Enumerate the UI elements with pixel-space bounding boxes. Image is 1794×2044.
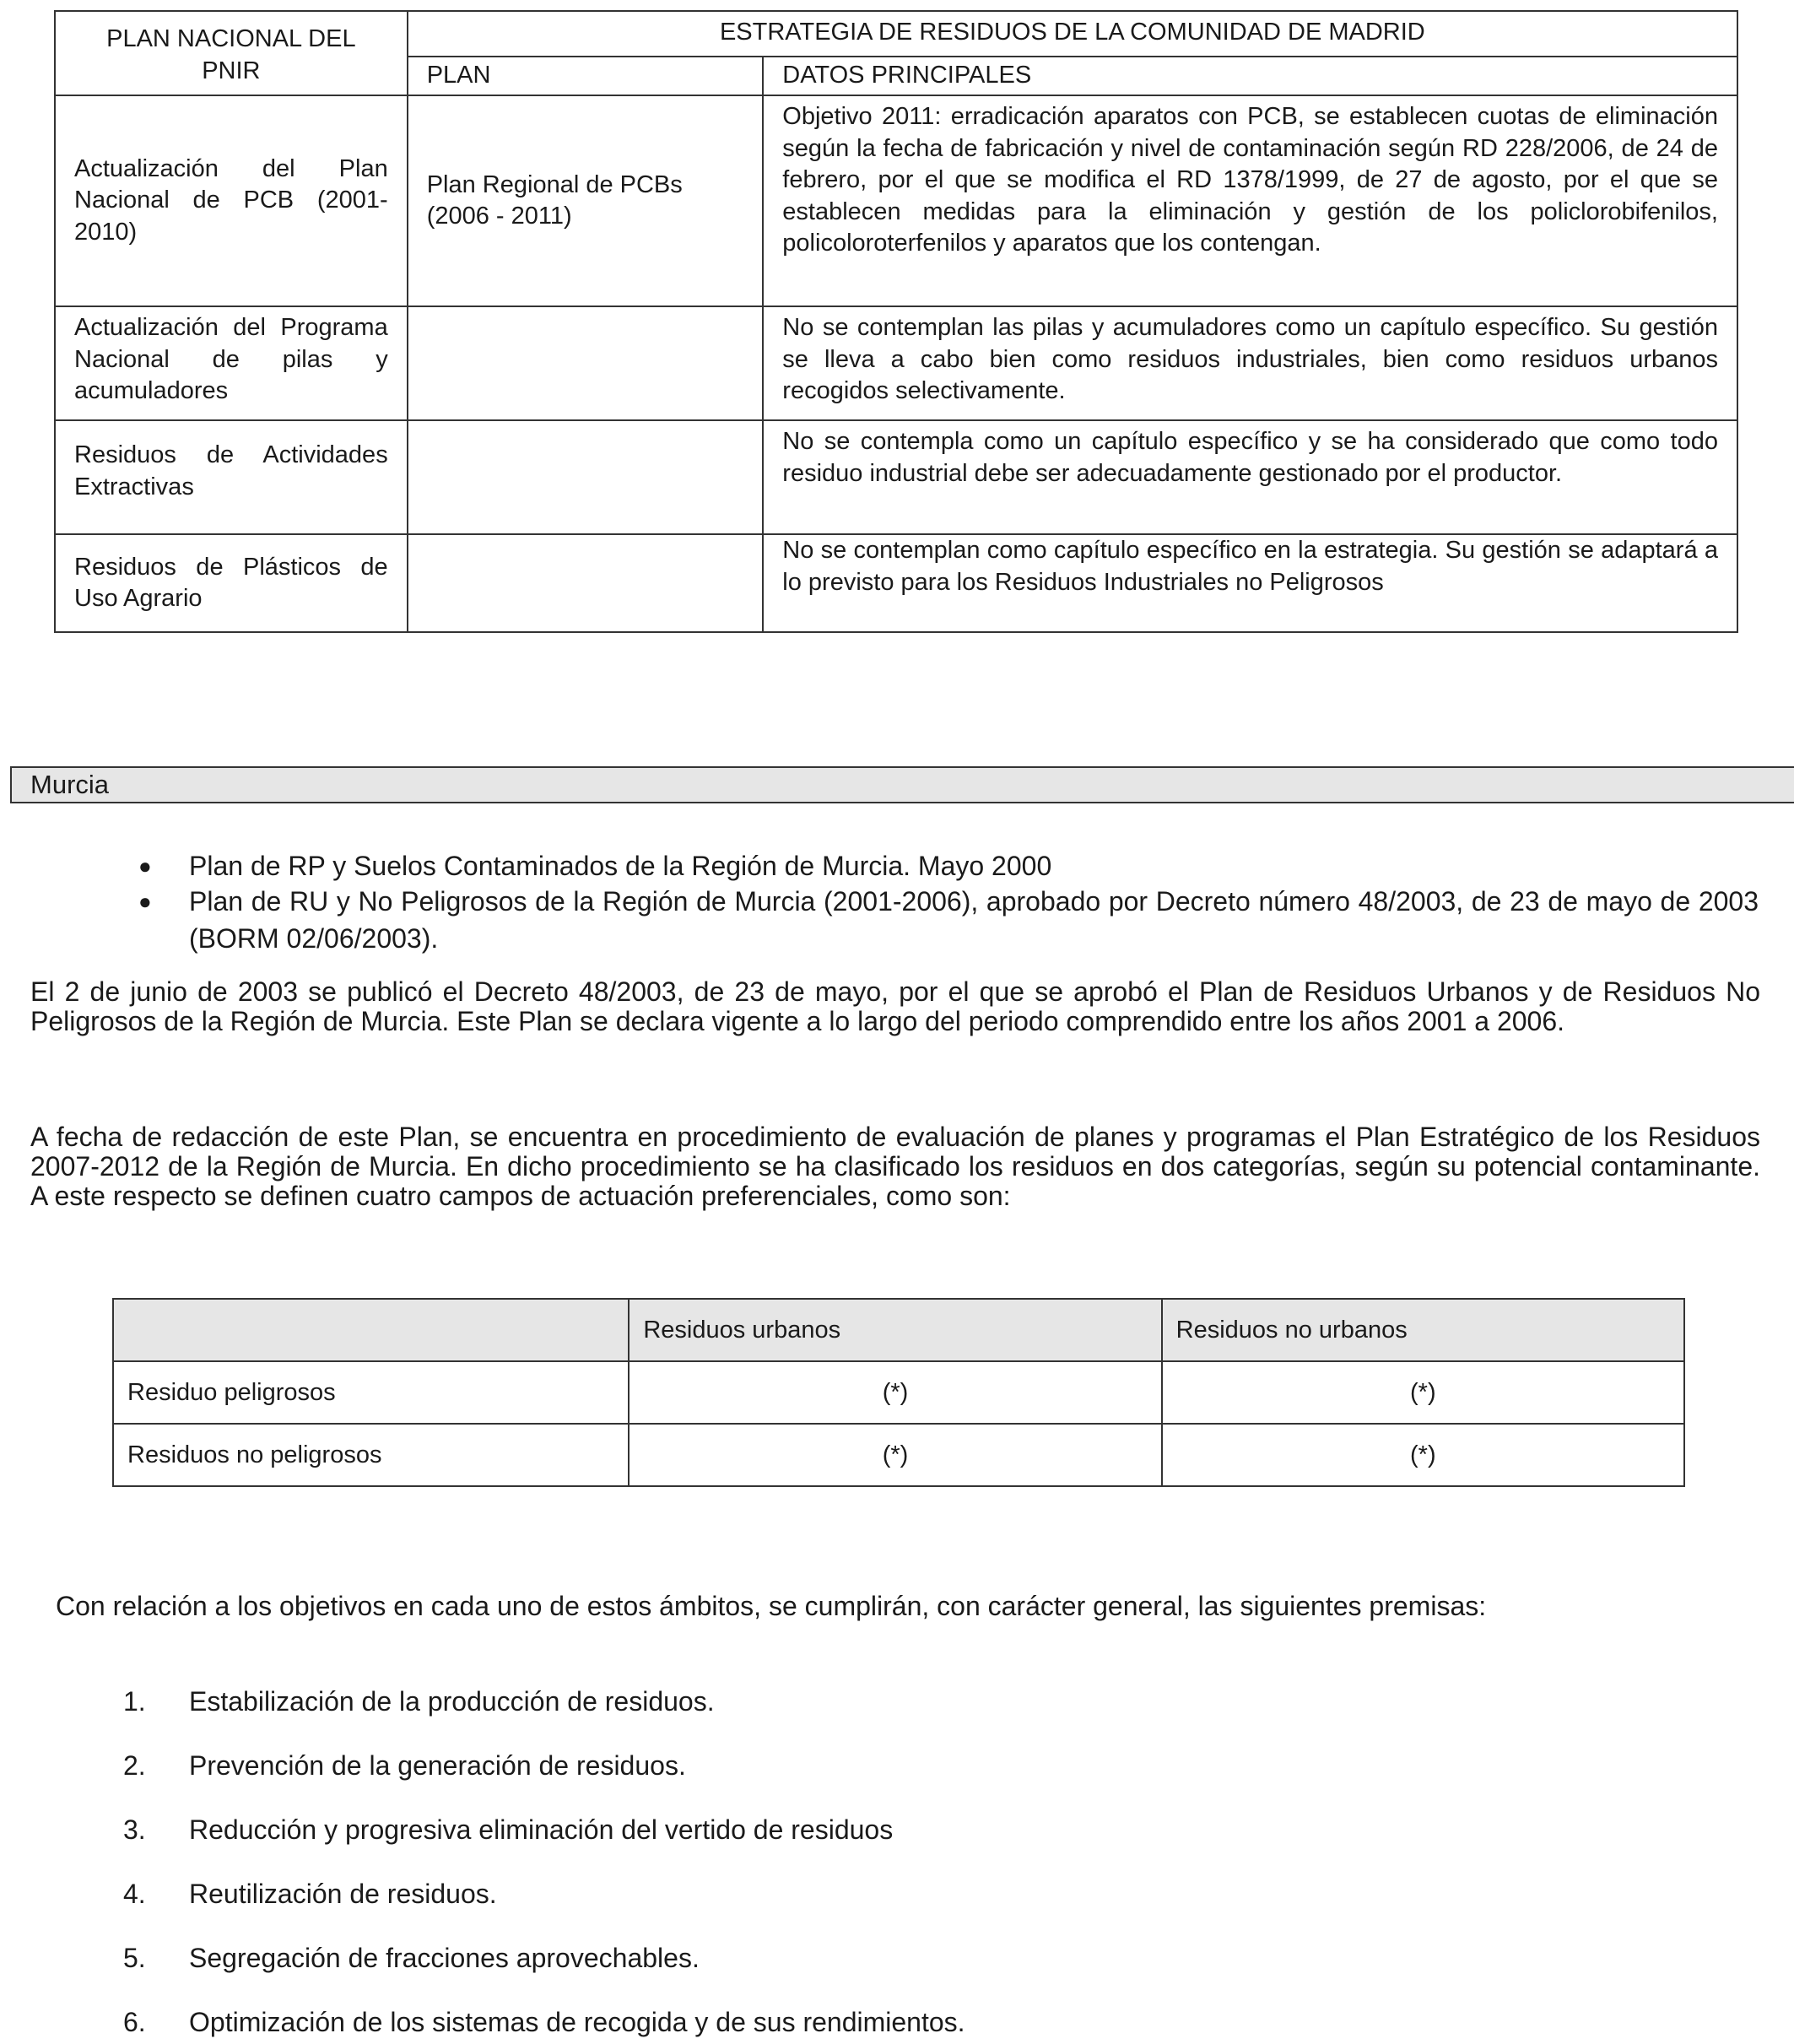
list-item-text: Optimización de los sistemas de recogida y de sus rendimientos. bbox=[189, 2007, 965, 2037]
header-residuos-no-urbanos: Residuos no urbanos bbox=[1162, 1299, 1684, 1361]
list-item bbox=[138, 847, 1759, 884]
table-cell: (*) bbox=[629, 1361, 1161, 1424]
list-item-text: Plan de RP y Suelos Contaminados de la Región de Murcia. Mayo 2000 bbox=[189, 851, 1052, 881]
header-residuos-urbanos: Residuos urbanos bbox=[629, 1299, 1161, 1361]
pnir-cell: Actualización del Programa Nacional de pilas y acumuladores bbox=[55, 306, 408, 420]
datos-cell: Objetivo 2011: erradicación aparatos con PCB, se establecen cuotas de eliminación según la fecha de fabricación y nivel de contaminación según RD 228/2006, de 24 de febrero, por el que se modifica el RD 1378/1999, de 27 de agosto, por el que se establecen medidas para la eliminación y gestión de los policlorobifenilos, policoloroterfenilos y aparatos que los contengan. bbox=[763, 95, 1737, 306]
table-cell: (*) bbox=[1162, 1361, 1684, 1424]
list-item bbox=[123, 1941, 1759, 1975]
header-plan: PLAN bbox=[408, 57, 764, 95]
datos-cell: No se contemplan como capítulo específico en la estrategia. Su gestión se adaptará a lo previsto para los Residuos Industriales no Peligrosos bbox=[763, 534, 1737, 632]
table-header-row bbox=[55, 11, 1737, 57]
list-number: 3. bbox=[123, 1814, 146, 1845]
table-row bbox=[113, 1361, 1684, 1424]
list-item bbox=[123, 2005, 1759, 2039]
table-cell: (*) bbox=[1162, 1424, 1684, 1486]
plan-cell: Plan Regional de PCBs (2006 - 2011) bbox=[408, 95, 764, 306]
paragraph: Con relación a los objetivos en cada uno de estos ámbitos, se cumplirán, con carácter general, las siguientes premisas: bbox=[56, 1591, 1487, 1621]
table-cell: (*) bbox=[629, 1424, 1161, 1486]
plan-cell bbox=[408, 306, 764, 420]
table-row bbox=[55, 420, 1737, 534]
pnir-cell: Actualización del Plan Nacional de PCB (2001-2010) bbox=[55, 95, 408, 306]
pnir-madrid-table bbox=[54, 10, 1738, 633]
pnir-cell: Residuos de Actividades Extractivas bbox=[55, 420, 408, 534]
bullet-icon: ● bbox=[138, 853, 152, 879]
list-number: 1. bbox=[123, 1686, 146, 1717]
table-row bbox=[55, 306, 1737, 420]
paragraph: El 2 de junio de 2003 se publicó el Decreto 48/2003, de 23 de mayo, por el que se aprobó el Plan de Residuos Urbanos y de Residuos No Peligrosos de la Región de Murcia. Este Plan se declara vigente a lo largo del periodo comprendido entre los años 2001 a 2006. bbox=[30, 976, 1760, 1036]
list-item-text: Plan de RU y No Peligrosos de la Región de Murcia (2001-2006), aprobado por Decreto número 48/2003, de 23 de mayo de 2003 (BORM 02/06/2003). bbox=[189, 886, 1759, 954]
header-pnir: PLAN NACIONAL DEL PNIR bbox=[55, 11, 408, 95]
bullet-icon: ● bbox=[138, 889, 152, 914]
list-item-text: Estabilización de la producción de residuos. bbox=[189, 1686, 715, 1717]
categorias-residuos-table bbox=[112, 1298, 1685, 1487]
list-item-text: Reducción y progresiva eliminación del vertido de residuos bbox=[189, 1814, 894, 1845]
row-label: Residuo peligrosos bbox=[113, 1361, 629, 1424]
plan-cell bbox=[408, 420, 764, 534]
list-number: 6. bbox=[123, 2007, 146, 2037]
header-datos-principales: DATOS PRINCIPALES bbox=[763, 57, 1737, 95]
paragraph: A fecha de redacción de este Plan, se encuentra en procedimiento de evaluación de planes y programas el Plan Estratégico de los Residuos 2007-2012 de la Región de Murcia. En dicho procedimiento se ha clasificado los residuos en dos categorías, según su potencial contaminante. A este respecto se definen cuatro campos de actuación preferenciales, como son: bbox=[30, 1122, 1760, 1211]
table-header-row bbox=[113, 1299, 1684, 1361]
list-item bbox=[123, 1749, 1759, 1782]
header-estrategia-madrid: ESTRATEGIA DE RESIDUOS DE LA COMUNIDAD DE MADRID bbox=[408, 11, 1737, 57]
plan-cell bbox=[408, 534, 764, 632]
list-item bbox=[123, 1684, 1759, 1718]
list-item-text: Prevención de la generación de residuos. bbox=[189, 1750, 686, 1781]
table-row bbox=[55, 534, 1737, 632]
table-row bbox=[113, 1424, 1684, 1486]
list-number: 4. bbox=[123, 1879, 146, 1909]
pnir-cell: Residuos de Plásticos de Uso Agrario bbox=[55, 534, 408, 632]
datos-cell: No se contemplan las pilas y acumuladores como un capítulo específico. Su gestión se lleva a cabo bien como residuos industriales, bien como residuos urbanos recogidos selectivamente. bbox=[763, 306, 1737, 420]
datos-cell: No se contempla como un capítulo específico y se ha considerado que como todo residuo industrial debe ser adecuadamente gestionado por el productor. bbox=[763, 420, 1737, 534]
table-row bbox=[55, 95, 1737, 306]
list-item-text: Reutilización de residuos. bbox=[189, 1879, 497, 1909]
list-item bbox=[123, 1877, 1759, 1911]
list-item bbox=[138, 883, 1759, 957]
section-title-murcia: Murcia bbox=[10, 766, 1794, 803]
list-number: 5. bbox=[123, 1943, 146, 1973]
list-item bbox=[123, 1813, 1759, 1847]
list-number: 2. bbox=[123, 1750, 146, 1781]
row-label: Residuos no peligrosos bbox=[113, 1424, 629, 1486]
header-cell-empty bbox=[113, 1299, 629, 1361]
list-item-text: Segregación de fracciones aprovechables. bbox=[189, 1943, 700, 1973]
